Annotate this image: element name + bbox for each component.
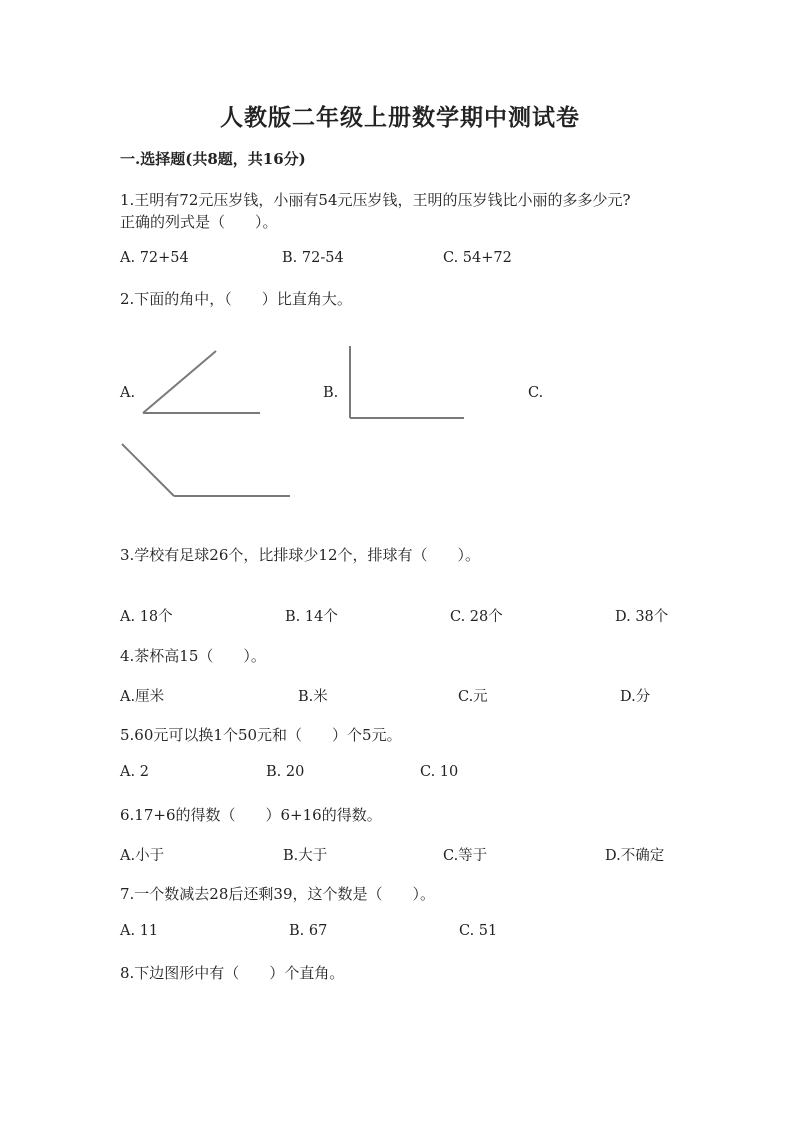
- question-4-option-d: D.分: [620, 689, 651, 705]
- question-6-option-a: A.小于: [120, 848, 165, 864]
- question-2-option-c: C.: [528, 385, 544, 401]
- question-3-option-a: A. 18个: [120, 609, 173, 625]
- question-1-option-a: A. 72+54: [120, 250, 189, 266]
- question-1-option-b: B. 72-54: [282, 250, 344, 266]
- question-4-option-b: B.米: [298, 689, 328, 705]
- question-1-text-line-1: 1.王明有72元压岁钱，小丽有54元压岁钱，王明的压岁钱比小丽的多多少元?: [120, 191, 631, 209]
- question-2-option-b: B.: [323, 385, 339, 401]
- question-3-text: 3.学校有足球26个，比排球少12个，排球有（ ）。: [120, 546, 480, 564]
- question-2-text: 2.下面的角中，（ ）比直角大。: [120, 290, 352, 308]
- question-5-text: 5.60元可以换1个50元和（ ）个5元。: [120, 726, 402, 744]
- question-5-option-b: B. 20: [266, 764, 305, 780]
- question-1-text-line-2: 正确的列式是（ ）。: [120, 213, 278, 231]
- question-3-option-c: C. 28个: [450, 609, 503, 625]
- obtuse-angle-figure: [122, 444, 290, 496]
- question-5-option-c: C. 10: [420, 764, 459, 780]
- question-2-option-a: A.: [120, 385, 136, 401]
- question-3-option-d: D. 38个: [615, 609, 669, 625]
- question-7-option-b: B. 67: [289, 923, 328, 939]
- question-5-option-a: A. 2: [120, 764, 149, 780]
- question-4-option-a: A.厘米: [120, 689, 165, 705]
- right-angle-figure: [350, 346, 464, 418]
- question-4-option-c: C.元: [458, 689, 488, 705]
- acute-angle-figure: [143, 351, 260, 413]
- question-7-option-a: A. 11: [120, 923, 159, 939]
- question-6-option-b: B.大于: [283, 848, 328, 864]
- question-7-text: 7.一个数减去28后还剩39，这个数是（ ）。: [120, 885, 435, 903]
- page-title: 人教版二年级上册数学期中测试卷: [220, 104, 580, 131]
- question-8-text: 8.下边图形中有（ ）个直角。: [120, 964, 345, 982]
- question-7-option-c: C. 51: [459, 923, 498, 939]
- question-6-option-d: D.不确定: [605, 848, 665, 864]
- question-6-text: 6.17+6的得数（ ）6+16的得数。: [120, 806, 382, 824]
- question-4-text: 4.茶杯高15（ ）。: [120, 647, 266, 665]
- question-1-option-c: C. 54+72: [443, 250, 512, 266]
- question-3-option-b: B. 14个: [285, 609, 338, 625]
- section-heading: 一.选择题(共8题，共16分): [120, 150, 306, 168]
- question-6-option-c: C.等于: [443, 848, 488, 864]
